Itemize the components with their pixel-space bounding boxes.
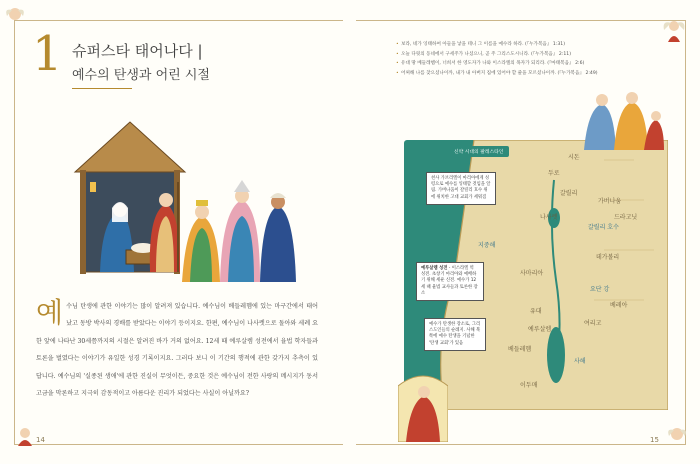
map-place: 사마리아 — [520, 270, 544, 277]
angel-icon — [14, 426, 36, 446]
quote-item: • 유대 땅 베들레헴이, 너희서 한 영도자가 나와 이스라엘의 목자가 되리라. (『마태복음』 2:6) — [396, 59, 676, 69]
map-place: 두로 — [548, 170, 560, 177]
map-place: 지중해 — [478, 242, 496, 249]
map-place: 요단 강 — [590, 286, 610, 293]
map-place: 예루살렘 — [528, 326, 552, 333]
page-number-right: 15 — [650, 436, 659, 444]
map-callout: 천사 가브리엘이 마리아에게 성령으로 예수를 잉태할 것임을 알림. 가버나움이 갈릴리 호수 위에 위치한 고대 교회가 세워짐 — [426, 172, 496, 205]
mary-child-illustration — [398, 366, 448, 442]
map-place: 갈릴리 호수 — [588, 224, 619, 231]
quote-item: • 보라, 네가 잉태하여 아들을 낳을 테니 그 이름을 예수라 하라. (『누가복음』 1:31) — [396, 40, 676, 50]
map-place: 가버나움 — [598, 198, 622, 205]
holy-family-illustration — [574, 88, 664, 150]
page-number-left: 14 — [36, 436, 45, 444]
scripture-quotes — [396, 40, 676, 78]
cherub-icon — [4, 4, 26, 26]
body-paragraph — [36, 298, 318, 402]
map-place: 데가볼리 — [596, 254, 620, 261]
chapter-title: 슈퍼스타 태어나다 | — [72, 42, 203, 60]
angel-icon — [662, 16, 686, 42]
map-place: 갈릴리 — [560, 190, 578, 197]
nativity-illustration — [70, 112, 300, 287]
map-place: 시돈 — [568, 154, 580, 161]
map-place: 유대 — [530, 308, 542, 315]
map-title: 신약 시대의 팔레스타인 — [448, 146, 509, 157]
quote-item: • 어찌해 나를 찾으셨나이까, 내가 내 아버지 집에 있어야 할 줄을 모르셨나이까. (『누가복음』 2:49) — [396, 69, 676, 79]
map-place: 여리고 — [584, 320, 602, 327]
callout-label: 예루살렘 성전 — [421, 266, 448, 271]
map-place: 나사렛 — [540, 214, 558, 221]
map-place: 이두매 — [520, 382, 538, 389]
map-callout — [416, 262, 484, 301]
callout-text: - 이스라엘 역 성전. 초창기 마리아와 예배하기 위해 세운 신전. 예수가 12세 때 율법 교사들과 토론한 장소 — [421, 266, 478, 296]
body-text: 수님 탄생에 관한 이야기는 많이 알려져 있습니다. 예수님이 베들레헴에 있는 마구간에서 태어났고 동방 박사의 경배를 받았다는 이야기 등이지요. 한편, 예수님이 나사렛으로 돌아와 세례 요한 앞에 나타난 30세쯤까지의 시절은 알려진 바가 거의 없어요. 12세 때 예루살렘 성전에서 율법 학자들과 토론을 벌였다는 이야기가 유일한 성경 기록이지요. 그러다 보니 이 기간의 행적에 관한 갖가지 추측이 있답니다. 예수님의 '실종된 생애'에 관한 진실이 무엇이든, 중요한 것은 예수님이 전한 사랑의 메시지가 동서고금을 막론하고 지극히 감동적이고 아름다운 진리가 되었다는 사실이 아닐까요? — [36, 303, 318, 398]
title-rule — [72, 88, 132, 89]
map-place: 사해 — [574, 358, 586, 365]
map-place: 드라고닛 — [614, 214, 638, 221]
chapter-number: 1 — [32, 26, 63, 82]
drop-cap: 예 — [36, 296, 64, 329]
cherub-icon — [666, 424, 688, 446]
quote-item: • 오늘 다윗의 동네에서 구세주가 나셨으니, 곧 주 그리스도시니라. (『누가복음』 2:11) — [396, 50, 676, 60]
map-callout: 예수가 탄생한 장소로, 그리스도인들의 순례지. 사해 북쪽에 예수 탄생을 기념한 '탄생 교회'가 있음 — [424, 318, 486, 351]
map-place: 베들레헴 — [508, 346, 532, 353]
map-place: 베레아 — [610, 302, 628, 309]
chapter-subtitle: 예수의 탄생과 어린 시절 — [72, 68, 210, 83]
